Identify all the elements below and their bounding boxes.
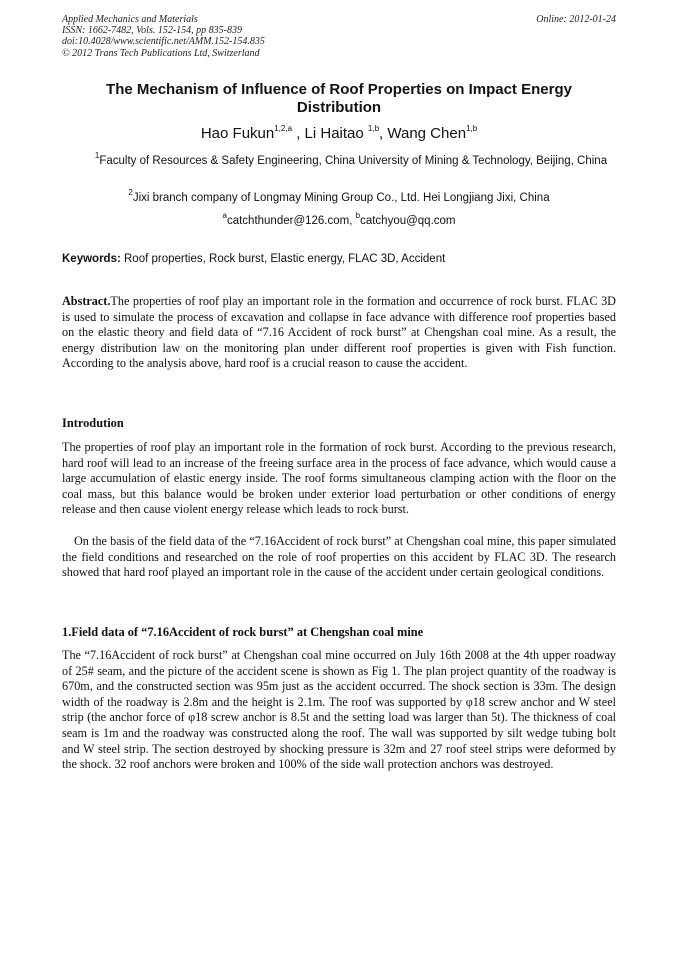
- affiliation-text: Faculty of Resources & Safety Engineering, China University of Mining & Technology, Beijing, China: [99, 155, 608, 167]
- online-date: Online: 2012-01-24: [536, 14, 616, 25]
- author-affiliation-mark: 1,b: [367, 124, 380, 133]
- keywords-text: Roof properties, Rock burst, Elastic energy, FLAC 3D, Accident: [124, 253, 446, 265]
- email-mark: b: [355, 211, 361, 221]
- email-link[interactable]: catchthunder@126.com: [226, 215, 350, 227]
- author-list: [62, 124, 616, 144]
- keywords: [62, 252, 616, 267]
- author-separator: ,: [379, 125, 388, 142]
- affiliation-mark: 2: [128, 188, 133, 198]
- introduction-paragraph: On the basis of the field data of the “7.16Accident of rock burst” at Chengshan coal mine, this paper simulated the field conditions and researched on the role of roof properties on this accident by FLAC 3D. The research showed that hard roof played an important role in the cause of the accident under certain geological conditions.: [62, 534, 616, 580]
- abstract-text: The properties of roof play an important role in the formation and occurrence of rock burst. FLAC 3D is used to simulate the process of excavation and collapse in face advance with difference roof properties based on the elastic theory and field data of “7.16 Accident of rock burst” at Chengshan coal mine. As a result, the energy distribution law on the monitoring plan under different roof properties is given with Fish function. According to the analysis above, hard roof is a crucial reason to cause the accident.: [62, 294, 616, 371]
- introduction-paragraph: The properties of roof play an important role in the formation of rock burst. According to the previous research, hard roof will lead to an increase of the freeing surface area in the process of face advance, which would cause a large accumulation of elastic energy inside. The roof forms simultaneous clamping action with the floor on the coal mass, but this balance would be broken under exterior load perturbation or other conditions of energy release and then cause violent energy release which leads to rock burst.: [62, 440, 616, 517]
- author-emails: [62, 211, 616, 229]
- author-name: Li Haitao: [304, 125, 364, 142]
- journal-doi: doi:10.4028/www.scientific.net/AMM.152-154.835: [62, 36, 265, 48]
- abstract-label: Abstract.: [62, 294, 111, 308]
- author-affiliation-mark: 1,b: [466, 124, 478, 133]
- affiliation-mark: 1: [94, 151, 100, 161]
- keywords-label: Keywords:: [62, 253, 121, 265]
- journal-issn: ISSN: 1662-7482, Vols. 152-154, pp 835-839: [62, 25, 242, 37]
- affiliation-2: [62, 188, 616, 207]
- author-name: Wang Chen: [387, 125, 467, 142]
- journal-name: Applied Mechanics and Materials: [62, 14, 198, 25]
- email-mark: a: [222, 211, 227, 221]
- affiliation-1: [86, 151, 616, 170]
- affiliation-text: Jixi branch company of Longmay Mining Group Co., Ltd. Hei Longjiang Jixi, China: [132, 192, 550, 204]
- email-link[interactable]: catchyou@qq.com: [360, 215, 456, 227]
- author-separator: ,: [296, 125, 305, 142]
- journal-copyright: © 2012 Trans Tech Publications Ltd, Switzerland: [62, 47, 260, 59]
- section-1-paragraph: The “7.16Accident of rock burst” at Chengshan coal mine occurred on July 16th 2008 at the 4th upper roadway of 25# seam, and the picture of the accident scene is shown as Fig 1. The plan project quantity of the roadway is 670m, and the constructed section was 95m just as the accident occurred. The shock section is 33m. The design width of the roadway is 2.8m and the height is 2.1m. The roof was supported by φ18 screw anchor and W steel strip (the anchor force of φ18 screw anchor is 8.5t and the setting load was larger than 5t). The thickness of coal seam is 1m and the roadway was constructed along the roof. The wall was supported by silt wedge tubing bolt and W steel strip. The section destroyed by shocking pressure is 32m and 27 roof steel strips were deformed by the shock. 32 roof anchors were broken and 100% of the side wall protection anchors was destroyed.: [62, 648, 616, 772]
- introduction-heading: Introdution: [62, 416, 124, 430]
- journal-header: [62, 14, 616, 59]
- paper-title: The Mechanism of Influence of Roof Properties on Impact Energy Distribution: [106, 81, 572, 116]
- author-affiliation-mark: 1,2,a: [274, 124, 293, 133]
- abstract: [62, 294, 616, 372]
- section-1-heading: 1.Field data of “7.16Accident of rock burst” at Chengshan coal mine: [62, 625, 424, 639]
- email-separator: ,: [349, 215, 356, 227]
- author-name: Hao Fukun: [200, 125, 275, 142]
